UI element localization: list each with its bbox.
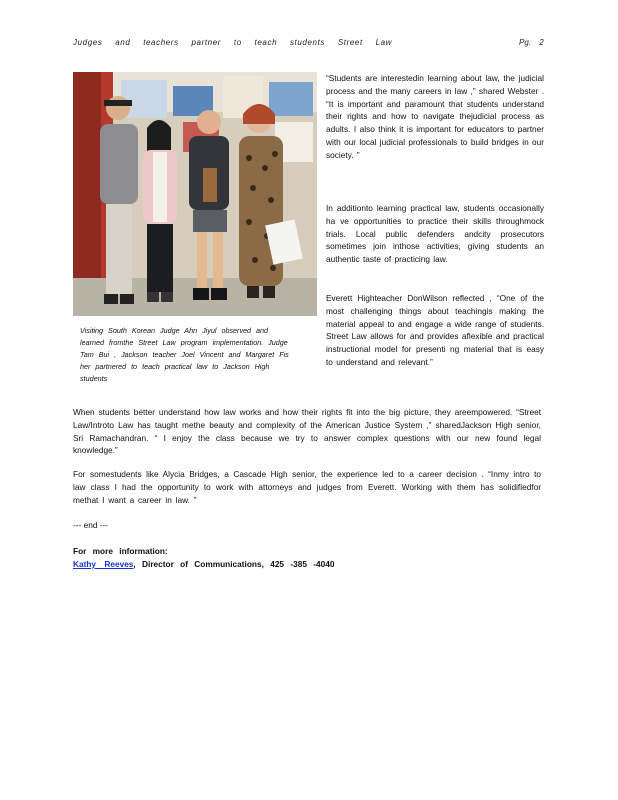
empowered-paragraph: When students better understand how law works and how their rights fit into the big picture, they areempowered. “Street Law/Introto Law has taught methe beauty and complexity of the American Justice System ,” sharedJackson High senior, Sri Ramachandran. “ I enjoy the class because we try to answer complex questions with our new found legal knowledge.” — [73, 407, 541, 456]
header-title: Judges and teachers partner to teach students Street Law — [73, 38, 393, 47]
quote-paragraph-webster: “Students are interestedin learning about law, the judicial process and the many careers in law ,” shared Webster . “It is important and paramount that students understand their rights and how to navigate thejudicial process as adults. I also think it is important for educators to partner with our local judicial professionals to build bridges in our society. ” — [326, 73, 544, 160]
end-marker: --- end --- — [73, 520, 109, 530]
more-info-heading: For more information: — [73, 546, 168, 556]
contact-details: , Director of Communications, 425 -385 -4040 — [133, 559, 335, 569]
mock-trials-paragraph: In additionto learning practical law, students occasionally ha ve opportunities to practice their skills throughmock trials. Local public defenders andcity prosecutors sometimes join inthose activities, giving students an authentic taste of practicing law. — [326, 203, 544, 265]
contact-name-link[interactable]: Kathy Reeves — [73, 559, 134, 569]
photo-caption: Visiting South Korean Judge Ahn Jiyul observed and learned fromthe Street Law program implementation. Judge Tam Bui , Jackson teacher Joel Vincent and Margaret Fis her partnered to teach practical law to Jackson High students — [80, 326, 289, 383]
page-number: Pg. 2 — [519, 38, 544, 47]
career-paragraph: For somestudents like Alycia Bridges, a Cascade High senior, the experience led to a career decision . “Inmy intro to law class I had the opportunity to work with attorneys and judges from Everett. Working with them has solidifiedfor methat I want a career in law. ” — [73, 469, 541, 505]
quote-paragraph-wilson: Everett Highteacher DonWilson reflected , “One of the most challenging things about teachingis making the material appeal to and engage a wide range of students. Street Law allows for and provides aflexible and practical instructional model for presenti ng material that is easy to understand and relevant.” — [326, 293, 544, 367]
contact-line — [73, 559, 334, 569]
group-photo — [73, 72, 317, 316]
